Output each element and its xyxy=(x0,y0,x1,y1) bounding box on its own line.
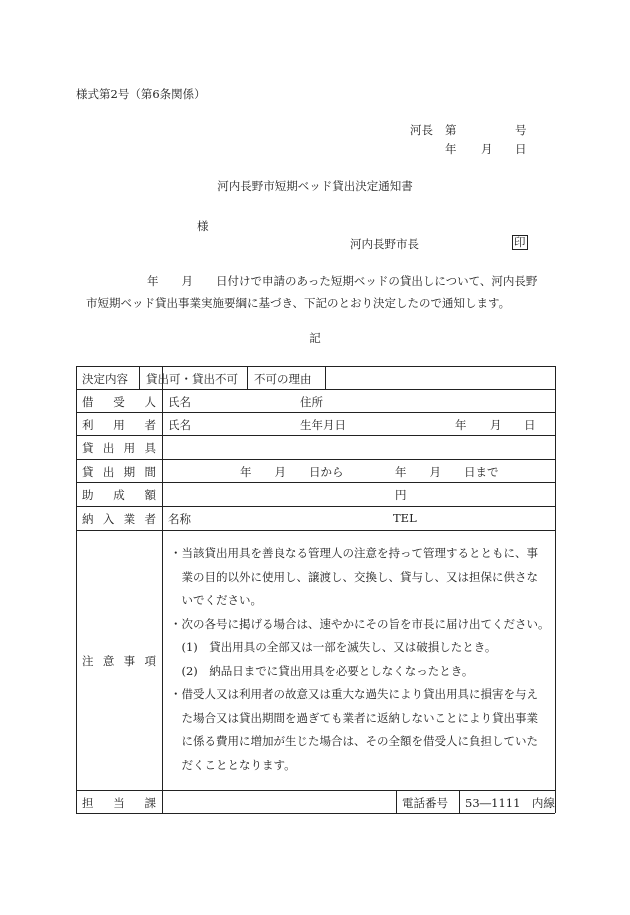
label-char: 意 xyxy=(102,654,115,668)
supplier-name-label: 名称 xyxy=(168,512,191,526)
form-id: 様式第2号（第6条関係） xyxy=(76,87,206,101)
label-char: 納 xyxy=(82,512,94,526)
issuer-name: 河内長野市長 xyxy=(350,237,419,251)
notes-line: ・借受人又は利用者の故意又は重大な過失により貸出用具に損害を与え xyxy=(170,687,538,701)
borrower-address-label: 住所 xyxy=(300,395,323,409)
label-char: 担 xyxy=(82,796,94,810)
label-char: 出 xyxy=(102,465,115,479)
label-char: 貸 xyxy=(82,465,94,479)
equipment-label xyxy=(76,440,162,456)
notes-line: に係る費用に増加が生じた場合は、その全額を借受人に負担していた xyxy=(170,734,538,748)
table-border xyxy=(76,459,555,460)
phone-number: 53―1111 内線 xyxy=(465,796,555,810)
doc-org: 河長 xyxy=(410,123,433,137)
table-border xyxy=(76,482,555,483)
notes-line: 業の目的以外に使用し、譲渡し、交換し、貸与し、又は担保に供さな xyxy=(170,569,538,584)
label-char: 注 xyxy=(82,654,94,668)
label-char: 項 xyxy=(144,654,156,668)
label-char: 用 xyxy=(113,418,125,432)
ki-marker: 記 xyxy=(309,331,321,345)
birth-day: 日 xyxy=(524,418,536,432)
notes-line: (1) 貸出用具の全部又は一部を滅失し、又は破損したとき。 xyxy=(170,640,497,654)
date-day: 日 xyxy=(515,142,527,156)
seal-mark: 印 xyxy=(514,235,526,249)
notes-line: た場合又は貸出期間を過ぎても業者に返納しないことにより貸出事業 xyxy=(170,710,538,725)
label-char: 用 xyxy=(123,441,136,455)
table-border xyxy=(76,366,555,367)
recipient-suffix: 様 xyxy=(197,219,209,233)
label-char: 成 xyxy=(113,488,125,502)
notes-label xyxy=(76,653,162,669)
label-char: 助 xyxy=(82,488,94,502)
notes-line: だくこととなります。 xyxy=(170,757,296,772)
table-border xyxy=(76,530,555,531)
notes-line: ・当該貸出用具を善良なる管理人の注意を持って管理するとともに、事 xyxy=(170,546,538,560)
staff-label xyxy=(76,795,162,811)
user-label xyxy=(76,417,162,433)
notes-text xyxy=(170,542,555,777)
label-char: 事 xyxy=(123,654,136,668)
user-birthdate-label: 生年月日 xyxy=(300,418,346,432)
table-border xyxy=(139,366,140,389)
period-label xyxy=(76,464,162,480)
label-char: 期 xyxy=(123,465,136,479)
table-border xyxy=(247,366,248,389)
period-from: 年 月 日から xyxy=(240,465,344,479)
borrower-label xyxy=(76,394,162,410)
label-char: 間 xyxy=(144,465,156,479)
label-char: 課 xyxy=(144,796,156,810)
table-border xyxy=(76,412,555,413)
table-border xyxy=(76,366,77,813)
label-char: 者 xyxy=(144,512,156,526)
subsidy-unit: 円 xyxy=(395,488,407,502)
notes-line: ・次の各号に掲げる場合は、速やかにその旨を市長に届け出てください。 xyxy=(170,616,550,631)
label-char: 当 xyxy=(113,796,125,810)
supplier-label xyxy=(76,511,162,527)
birth-month: 月 xyxy=(490,418,502,432)
table-border xyxy=(76,435,555,436)
doc-number-prefix: 第 xyxy=(445,123,457,137)
label-char: 入 xyxy=(102,512,115,526)
label-char: 出 xyxy=(102,441,115,455)
label-char: 利 xyxy=(82,418,94,432)
phone-label: 電話番号 xyxy=(402,796,448,810)
label-char: 額 xyxy=(144,488,156,502)
birth-year: 年 xyxy=(455,418,467,432)
table-border xyxy=(459,790,460,813)
notes-line: いでください。 xyxy=(170,593,262,607)
table-border xyxy=(396,790,397,813)
body-line: 市短期ベッド貸出事業実施要綱に基づき、下記のとおり決定したので通知します。 xyxy=(86,296,511,310)
user-name-label: 氏名 xyxy=(168,418,191,432)
table-border xyxy=(76,389,555,390)
borrower-name-label: 氏名 xyxy=(168,395,191,409)
body-line: 年 月 日付けで申請のあった短期ベッドの貸出しについて、河内長野 xyxy=(147,274,538,288)
table-border xyxy=(325,366,326,389)
table-border xyxy=(555,366,556,813)
label-char: 者 xyxy=(144,418,156,432)
table-border xyxy=(76,813,555,814)
body-paragraph xyxy=(86,270,556,314)
doc-number-suffix: 号 xyxy=(515,123,527,137)
label-char: 人 xyxy=(144,395,156,409)
date-year: 年 xyxy=(445,142,457,156)
table-border xyxy=(76,506,555,507)
period-to: 年 月 日まで xyxy=(395,465,499,479)
label-char: 業 xyxy=(123,512,136,526)
label-char: 受 xyxy=(113,395,125,409)
table-border xyxy=(76,790,555,791)
document-title: 河内長野市短期ベッド貸出決定通知書 xyxy=(217,179,413,193)
notes-line: (2) 納品日までに貸出用具を必要としなくなったとき。 xyxy=(170,663,474,678)
decision-option: 貸出可・貸出不可 xyxy=(146,372,238,386)
reason-label: 不可の理由 xyxy=(254,372,312,386)
date-month: 月 xyxy=(481,142,493,156)
label-char: 具 xyxy=(144,441,156,455)
label-char: 貸 xyxy=(82,441,94,455)
table-border xyxy=(162,366,163,813)
decision-label: 決定内容 xyxy=(82,372,128,386)
subsidy-label xyxy=(76,487,162,503)
supplier-tel-label: TEL xyxy=(393,511,417,525)
label-char: 借 xyxy=(82,395,94,409)
